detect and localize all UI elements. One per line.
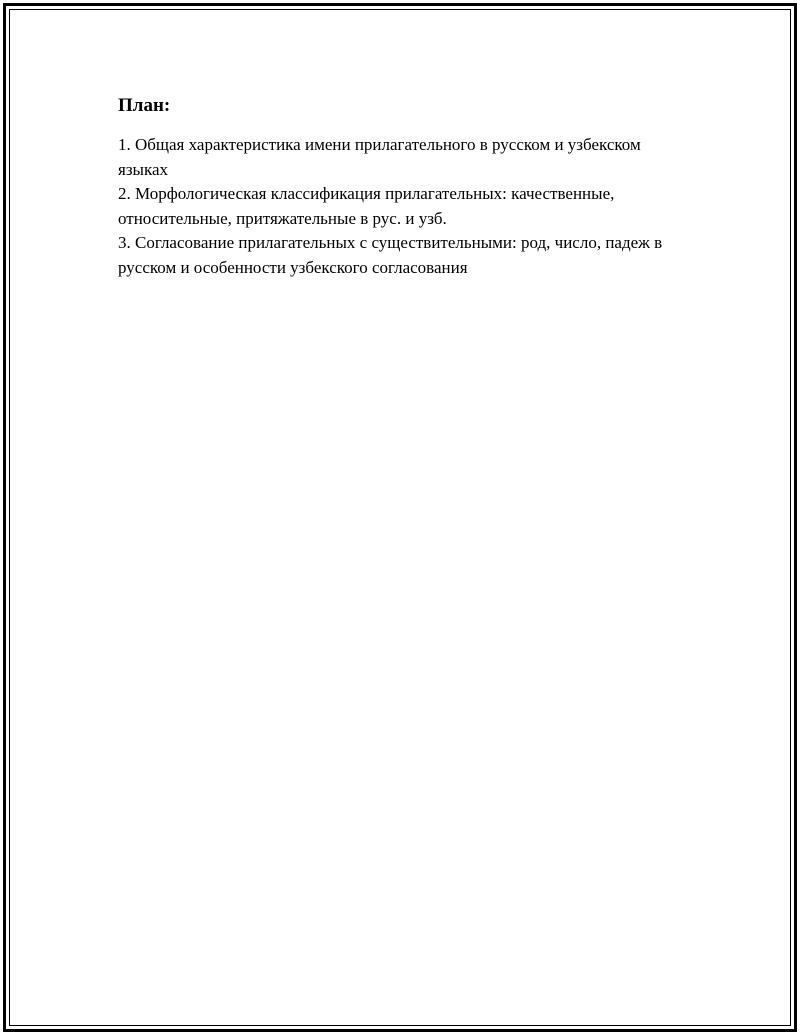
plan-item-2: 2. Морфологическая классификация прилагательных: качественные, относительные, притяжательные в рус. и узб.: [118, 184, 615, 228]
plan-item-1: 1. Общая характеристика имени прилагательного в русском и узбекском языках: [118, 135, 641, 179]
plan-item-3: 3. Согласование прилагательных с существительными: род, число, падеж в русском и особенности узбекского согласования: [118, 233, 663, 277]
plan-list: [118, 133, 678, 280]
plan-section: [118, 93, 678, 280]
plan-title: План:: [118, 95, 171, 116]
